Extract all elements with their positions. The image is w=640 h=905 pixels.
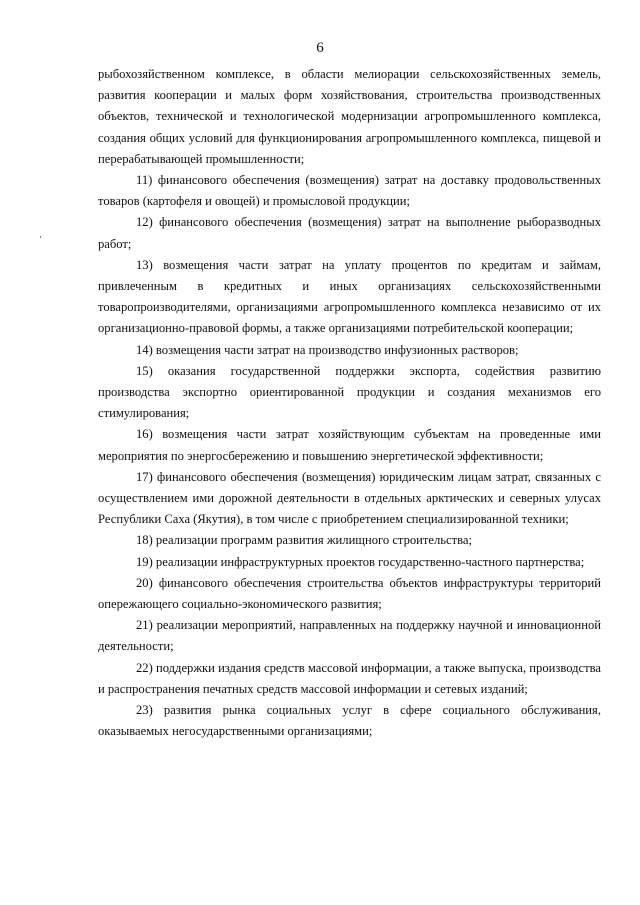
page-number: 6 <box>316 40 324 56</box>
list-item-20: 20) финансового обеспечения строительства объектов инфраструктуры территорий опережающего социально-экономического развития; <box>98 575 601 612</box>
document-body <box>98 64 601 743</box>
list-item-12: 12) финансового обеспечения (возмещения) затрат на выполнение рыборазводных работ; <box>98 215 601 251</box>
list-item-23: 23) развития рынка социальных услуг в сфере социального обслуживания, оказываемых негосударственными организациями; <box>98 703 601 739</box>
list-item-14: 14) возмещения части затрат на производство инфузионных растворов; <box>136 342 519 357</box>
list-item-11: 11) финансового обеспечения (возмещения) затрат на доставку продовольственных товаров (картофеля и овощей) и промысловой продукции; <box>98 173 601 209</box>
list-item-13: 13) возмещения части затрат на уплату процентов по кредитам и займам, привлеченным в кредитных и иных организациях сельскохозяйственными товаропроизводителями, организациями агропромышленного комплекса независимо от их организационно-правовой формы, а также организациями потребительской кооперации; <box>98 257 601 336</box>
list-item-17: 17) финансового обеспечения (возмещения) юридическим лицам затрат, связанных с осуществлением ими дорожной деятельности в отдельных арктических и северных улусах Республики Саха (Якутия), в том числе с приобретением специализированной техники; <box>98 469 601 527</box>
margin-mark <box>40 236 41 238</box>
list-item-22: 22) поддержки издания средств массовой информации, а также выпуска, производства и распространения печатных средств массовой информации и сетевых изданий; <box>98 660 601 696</box>
list-item-19: 19) реализации инфраструктурных проектов государственно-частного партнерства; <box>136 554 585 569</box>
list-item-15: 15) оказания государственной поддержки экспорта, содействия развитию производства экспортно ориентированной продукции и создания механизмов его стимулирования; <box>98 363 601 421</box>
list-item-21: 21) реализации мероприятий, направленных на поддержку научной и инновационной деятельности; <box>98 618 601 654</box>
list-item-18: 18) реализации программ развития жилищного строительства; <box>136 533 472 548</box>
list-item-16: 16) возмещения части затрат хозяйствующим субъектам на проведенные ими мероприятия по энергосбережению и повышению энергетической эффективности; <box>98 427 601 463</box>
paragraph-continuation: рыбохозяйственном комплексе, в области мелиорации сельскохозяйственных земель, развития кооперации и малых форм хозяйствования, строительства производственных объектов, технической и технологической модернизации агропромышленного комплекса, создания общих условий для функционирования агропромышленного комплекса, пищевой и перерабатывающей промышленности; <box>98 67 601 166</box>
